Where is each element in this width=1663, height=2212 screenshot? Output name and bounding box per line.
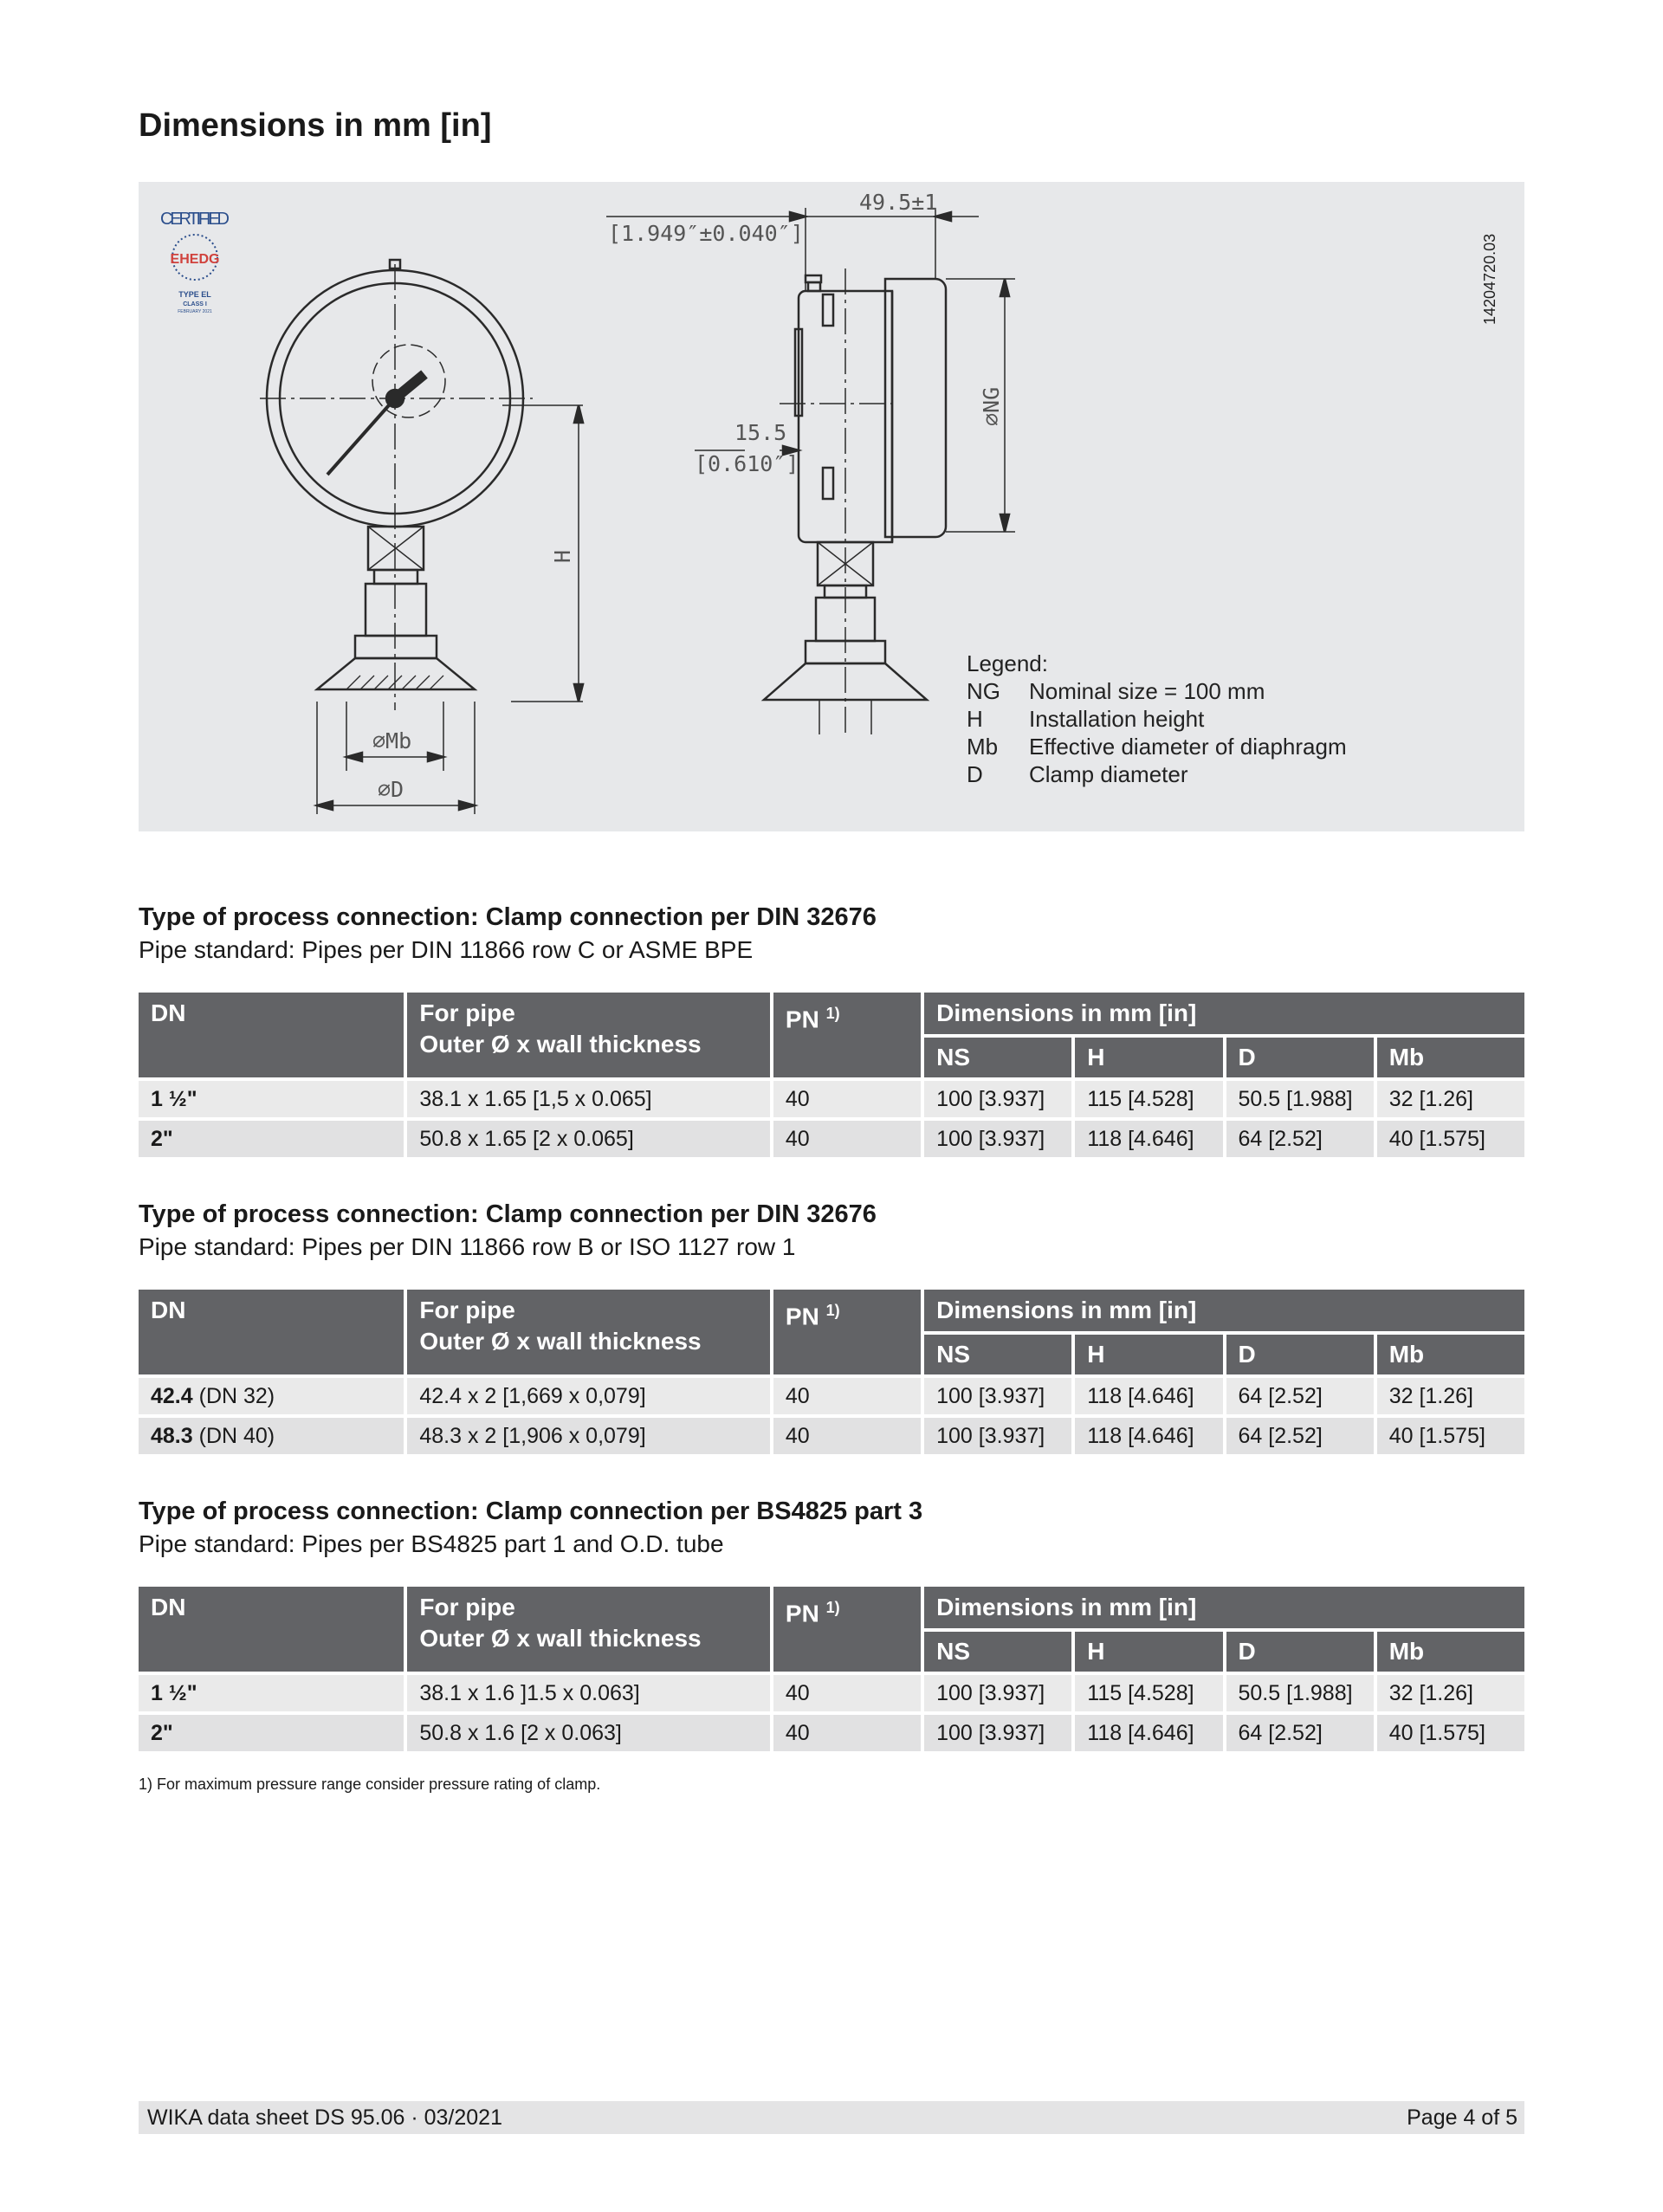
section-din32676-row-c [139, 901, 1524, 1151]
dim-top-inch-label: [1.949″±0.040″] [608, 221, 804, 246]
header-mb: Mb [1377, 1038, 1524, 1077]
header-d: D [1226, 1335, 1374, 1374]
header-d: D [1226, 1038, 1374, 1077]
cell-dn: 2" [139, 1715, 404, 1751]
section-bs4825 [139, 1495, 1524, 1745]
header-h: H [1075, 1335, 1222, 1374]
section-din32676-row-b [139, 1198, 1524, 1448]
header-h: H [1075, 1632, 1222, 1672]
svg-text:CLASS I: CLASS I [183, 301, 207, 307]
dimensions-table [135, 1286, 1528, 1458]
section-heading: Type of process connection: Clamp connection per DIN 32676 [139, 903, 877, 931]
header-d: D [1226, 1632, 1374, 1672]
cell-mb: 40 [1.575] [1377, 1418, 1524, 1454]
header-pn: PN $^{1)}$ [773, 993, 921, 1077]
cell-d: 64 [2.52] [1226, 1715, 1374, 1751]
svg-text:EHEDG: EHEDG [170, 252, 220, 267]
table-row [139, 1715, 1524, 1751]
legend-item: Mb Effective diameter of diaphragm [967, 734, 1347, 760]
cell-dn: 1 ½" [139, 1081, 404, 1117]
legend-item: D Clamp diameter [967, 761, 1188, 787]
header-dimensions: Dimensions in mm [in] [924, 1587, 1524, 1628]
cell-ns: 100 [3.937] [924, 1081, 1071, 1117]
cell-pn: 40 [773, 1378, 921, 1414]
cell-pn: 40 [773, 1675, 921, 1711]
cell-h: 115 [4.528] [1075, 1081, 1222, 1117]
table-row [139, 1418, 1524, 1454]
legend-item: H Installation height [967, 706, 1205, 732]
cell-mb: 32 [1.26] [1377, 1081, 1524, 1117]
dim-mid-inch-label: [0.610″] [695, 451, 799, 476]
legend-title: Legend: [967, 650, 1048, 676]
cell-pn: 40 [773, 1715, 921, 1751]
cell-dn: 2" [139, 1121, 404, 1157]
svg-text:CERTIFIED: CERTIFIED [160, 210, 230, 229]
cell-pipe: 42.4 x 2 [1,669 x 0,079] [407, 1378, 770, 1414]
cell-d: 64 [2.52] [1226, 1378, 1374, 1414]
cell-pn: 40 [773, 1121, 921, 1157]
section-subheading: Pipe standard: Pipes per DIN 11866 row C or ASME BPE [139, 936, 754, 963]
cell-h: 118 [4.646] [1075, 1418, 1222, 1454]
svg-text:FEBRUARY 2021: FEBRUARY 2021 [178, 309, 212, 314]
cell-pn: 40 [773, 1081, 921, 1117]
header-h: H [1075, 1038, 1222, 1077]
dimensions-table [135, 1583, 1528, 1755]
cell-ns: 100 [3.937] [924, 1715, 1071, 1751]
ehedg-certified-logo [160, 204, 256, 320]
dim-ng-label: ⌀NG [979, 386, 1004, 426]
header-dn: DN [139, 1290, 404, 1374]
cell-d: 64 [2.52] [1226, 1418, 1374, 1454]
cell-pipe: 50.8 x 1.65 [2 x 0.065] [407, 1121, 770, 1157]
header-mb: Mb [1377, 1335, 1524, 1374]
cell-h: 115 [4.528] [1075, 1675, 1222, 1711]
dim-mb-label: ⌀Mb [372, 728, 412, 754]
cell-pipe: 38.1 x 1.65 [1,5 x 0.065] [407, 1081, 770, 1117]
header-mb: Mb [1377, 1632, 1524, 1672]
cell-ns: 100 [3.937] [924, 1121, 1071, 1157]
page-title: Dimensions in mm [in] [139, 107, 492, 144]
cell-pipe: 38.1 x 1.6 ]1.5 x 0.063] [407, 1675, 770, 1711]
cell-ns: 100 [3.937] [924, 1418, 1071, 1454]
footer-document-info: WIKA data sheet DS 95.06 · 03/2021 [147, 2105, 502, 2130]
footnote: 1) For maximum pressure range consider pressure rating of clamp. [139, 1775, 601, 1793]
header-pipe: For pipe Outer Ø x wall thickness [407, 1587, 770, 1672]
header-pipe: For pipe Outer Ø x wall thickness [407, 1290, 770, 1374]
cell-h: 118 [4.646] [1075, 1121, 1222, 1157]
dim-d-label: ⌀D [378, 777, 404, 802]
section-heading: Type of process connection: Clamp connection per DIN 32676 [139, 1200, 877, 1228]
section-subheading: Pipe standard: Pipes per BS4825 part 1 and O.D. tube [139, 1530, 724, 1557]
header-dn: DN [139, 1587, 404, 1672]
cell-pipe: 50.8 x 1.6 [2 x 0.063] [407, 1715, 770, 1751]
cell-d: 64 [2.52] [1226, 1121, 1374, 1157]
cell-pipe: 48.3 x 2 [1,906 x 0,079] [407, 1418, 770, 1454]
dimension-drawing [139, 182, 1524, 831]
document-number: 14204720.03 [1481, 233, 1498, 325]
header-ns: NS [924, 1038, 1071, 1077]
cell-ns: 100 [3.937] [924, 1675, 1071, 1711]
cell-d: 50.5 [1.988] [1226, 1675, 1374, 1711]
cell-h: 118 [4.646] [1075, 1378, 1222, 1414]
dimensions-table [135, 989, 1528, 1161]
header-pipe: For pipe Outer Ø x wall thickness [407, 993, 770, 1077]
section-heading: Type of process connection: Clamp connection per BS4825 part 3 [139, 1497, 923, 1525]
cell-dn: 48.3 (DN 40) [139, 1418, 404, 1454]
dim-h-label: H [550, 549, 575, 563]
header-dimensions: Dimensions in mm [in] [924, 993, 1524, 1034]
header-pn: PN $^{1)}$ [773, 1587, 921, 1672]
dim-top-label: 49.5±1 [859, 190, 938, 215]
header-dimensions: Dimensions in mm [in] [924, 1290, 1524, 1331]
cell-h: 118 [4.646] [1075, 1715, 1222, 1751]
header-ns: NS [924, 1632, 1071, 1672]
section-subheading: Pipe standard: Pipes per DIN 11866 row B or ISO 1127 row 1 [139, 1233, 796, 1260]
drawing-legend [967, 650, 1347, 788]
cell-mb: 32 [1.26] [1377, 1378, 1524, 1414]
cell-ns: 100 [3.937] [924, 1378, 1071, 1414]
table-row [139, 1675, 1524, 1711]
svg-text:TYPE EL: TYPE EL [178, 290, 211, 299]
table-row [139, 1121, 1524, 1157]
cell-dn: 1 ½" [139, 1675, 404, 1711]
header-dn: DN [139, 993, 404, 1077]
header-pn: PN $^{1)}$ [773, 1290, 921, 1374]
footer-page-number: Page 4 of 5 [1407, 2105, 1517, 2130]
cell-mb: 40 [1.575] [1377, 1715, 1524, 1751]
page-footer [139, 2101, 1524, 2134]
cell-d: 50.5 [1.988] [1226, 1081, 1374, 1117]
table-row [139, 1378, 1524, 1414]
table-row [139, 1081, 1524, 1117]
cell-pn: 40 [773, 1418, 921, 1454]
cell-dn: 42.4 (DN 32) [139, 1378, 404, 1414]
cell-mb: 32 [1.26] [1377, 1675, 1524, 1711]
dim-mid-label: 15.5 [734, 420, 787, 445]
header-ns: NS [924, 1335, 1071, 1374]
cell-mb: 40 [1.575] [1377, 1121, 1524, 1157]
legend-item: NG Nominal size = 100 mm [967, 678, 1265, 704]
